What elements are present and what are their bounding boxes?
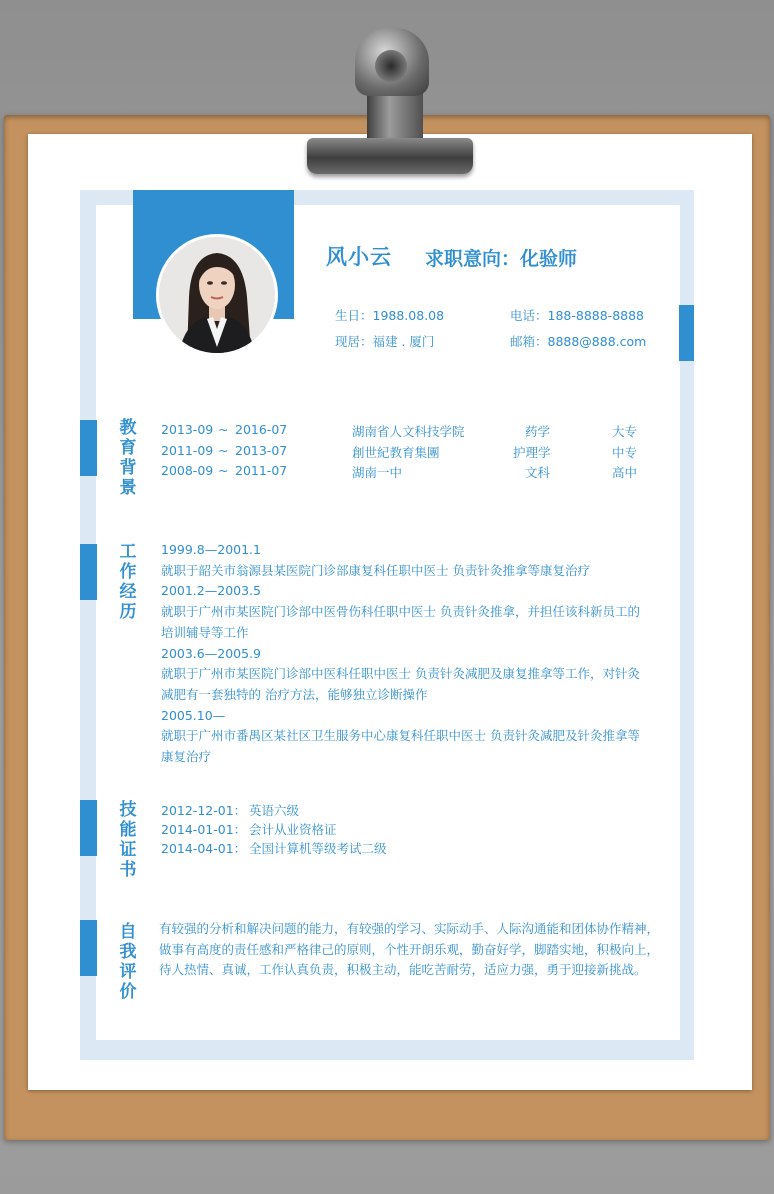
email-address: 邮箱：8888@888.com [510,334,647,349]
work-line: 就职于广州市某医院门诊部中医骨伤科任职中医士 负责针灸推拿，并担任该科新员工的 [161,604,640,620]
self-evaluation [159,919,669,981]
clip-hole [375,50,407,82]
phone-number: 电话：188-8888-8888 [510,308,645,323]
self-bar [80,920,97,976]
skill-name: 会计从业资格证 [249,822,337,837]
self-line: 待人热情、真诚，工作认真负责，积极主动，能吃苦耐劳，适应力强，勇于迎接新挑战。 [159,962,647,978]
self-line: 有较强的分析和解决问题的能力，有较强的学习、实际动手、人际沟通能和团体协作精神， [159,921,660,936]
edu-start: 2008-09 [161,463,214,478]
edu-sep: ~ [218,463,229,478]
edu-end: 2011-07 [235,463,288,478]
edu-school: 湖南一中 [352,465,403,480]
skills-title: 技 能 证 书 [119,800,137,880]
work-line: 2001.2—2003.5 [161,583,261,599]
edu-sep: ~ [218,422,229,437]
right-accent-tab [679,305,694,361]
current-address: 现居：福建 . 厦门 [335,334,435,349]
edu-degree: 高中 [612,465,638,480]
edu-end: 2013-07 [235,443,288,458]
edu-end: 2016-07 [235,422,288,437]
edu-degree: 大专 [612,424,638,439]
work-line: 就职于广州市番禺区某社区卫生服务中心康复科任职中医士 负责针灸减肥及针灸推拿等 [161,728,640,744]
self-title: 自 我 评 价 [119,922,137,1002]
work-line: 培训辅导等工作 [161,624,249,640]
work-line: 1999.8—2001.1 [161,542,261,557]
work-line: 康复治疗 [161,749,212,765]
self-line: 做事有高度的责任感和严格律己的原则，个性开朗乐观，勤奋好学，脚踏实地，积极向上， [159,941,660,957]
edu-sep: ~ [218,443,229,458]
job-intent: 求职意向：化验师 [425,248,578,270]
education-title: 教 育 背 景 [119,418,137,498]
skills-bar [80,800,97,856]
edu-degree: 中专 [612,445,638,460]
skill-name: 全国计算机等级考试二级 [249,841,387,856]
work-title: 工 作 经 历 [119,542,137,622]
edu-start: 2013-09 [161,422,214,437]
work-line: 2005.10— [161,707,226,723]
edu-major: 药学 [525,424,551,439]
candidate-name: 风小云 [326,245,392,269]
edu-school: 創世紀教育集團 [352,445,440,460]
avatar [156,234,278,356]
edu-major: 文科 [525,465,551,480]
work-history [161,540,661,768]
skill-date: 2014-01-01： [161,822,247,837]
work-line: 就职于广州市某医院门诊部中医科任职中医士 负责针灸减肥及康复推拿等工作，对针灸 [161,666,640,682]
work-line: 就职于韶关市翁源县某医院门诊部康复科任职中医士 负责针灸推拿等康复治疗 [161,562,590,578]
work-bar [80,544,97,600]
skill-date: 2012-12-01： [161,803,247,818]
edu-major: 护理学 [513,445,551,460]
edu-school: 湖南省人文科技学院 [352,424,465,439]
work-line: 减肥有一套独特的 治疗方法，能够独立诊断操作 [161,686,428,702]
edu-start: 2011-09 [161,443,214,458]
birth-date: 生日：1988.08.08 [335,308,445,323]
portrait-photo [159,237,275,353]
binder-clip [307,138,473,174]
skill-date: 2014-04-01： [161,841,247,856]
skill-name: 英语六级 [249,803,300,818]
education-bar [80,420,97,476]
work-line: 2003.6—2005.9 [161,645,261,661]
